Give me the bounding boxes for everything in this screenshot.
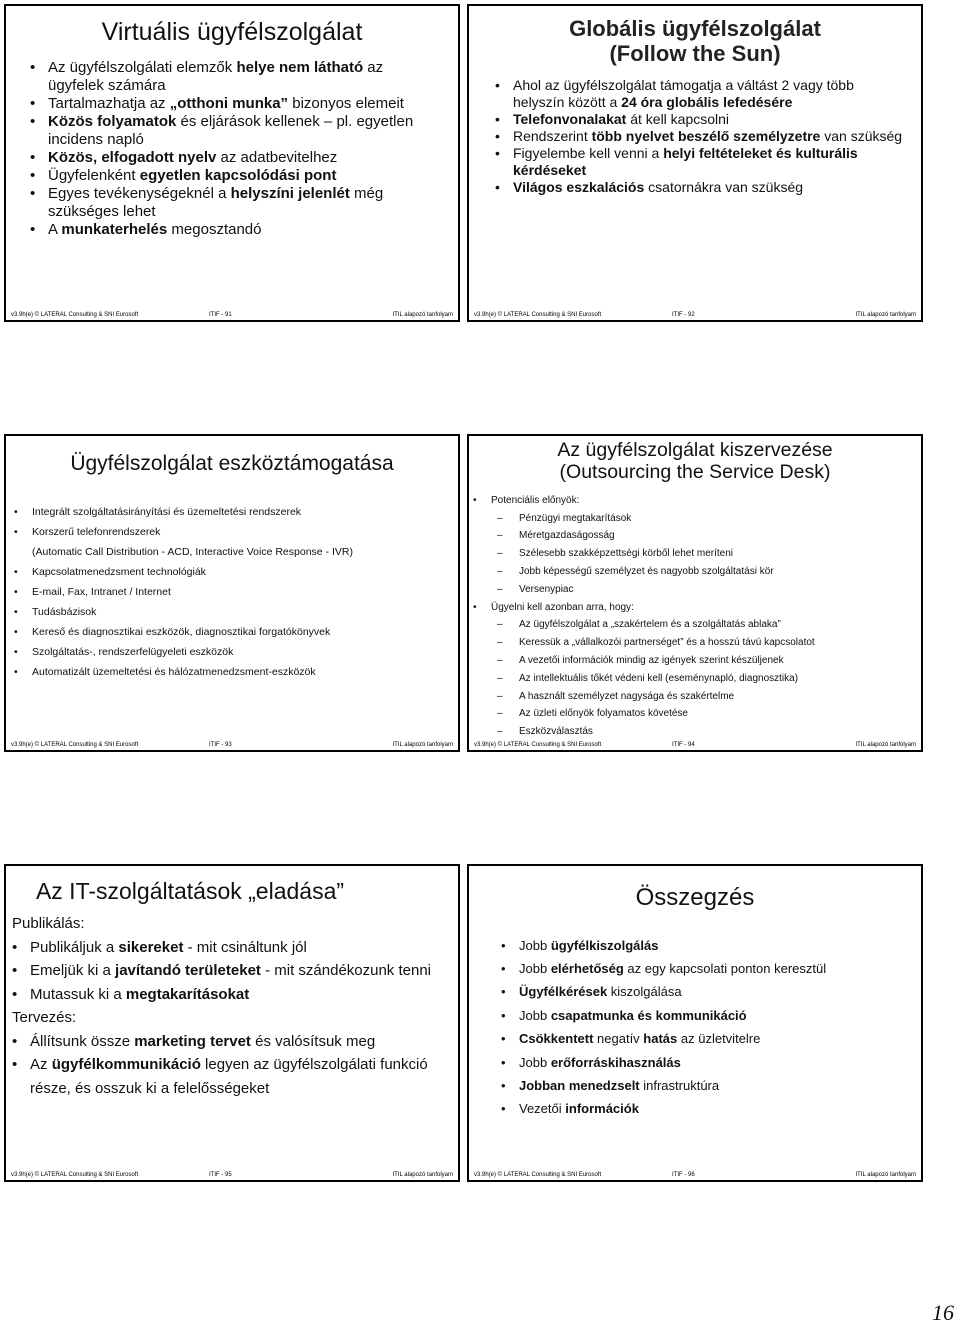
sub-bullet-item — [473, 545, 913, 563]
bullet-icon: • — [501, 1031, 506, 1047]
dash-icon: – — [497, 655, 503, 667]
bullet-icon: • — [495, 127, 500, 144]
footer-slide-id: ITIF - 92 — [672, 312, 695, 318]
bullet-text: Publikálás: — [12, 915, 85, 933]
footer-copyright: v3.9h(e) © LATERAL Consulting & SNI Eurosoft — [474, 1172, 602, 1178]
bullet-text: Ahol az ügyfélszolgálat támogatja a váltást 2 vagy több helyszín között a 24 óra globális lefedésére — [513, 76, 854, 110]
sub-bullet-item — [473, 652, 913, 670]
bullet-text: Ügyfelenként egyetlen kapcsolódási pont — [48, 166, 337, 184]
bullet-text: Keressük a „vállalkozói partnerséget” és a hosszú távú kapcsolatot — [519, 637, 815, 649]
footer-course: ITIL alapozó tanfolyam — [855, 1172, 916, 1178]
bullet-text: Jobb elérhetőség az egy kapcsolati ponton keresztül — [519, 961, 827, 976]
slide-footer — [474, 740, 916, 748]
bullet-item — [30, 221, 434, 239]
sub-bullet-item — [473, 634, 913, 652]
bullet-text: A vezetői információk mindig az igények szerint készüljenek — [519, 655, 784, 667]
sub-bullet-item — [473, 527, 913, 545]
dash-icon: – — [497, 583, 503, 595]
sub-bullet-item — [473, 670, 913, 688]
footer-copyright: v3.9h(e) © LATERAL Consulting & SNI Eurosoft — [11, 1172, 139, 1178]
bullet-icon: • — [495, 144, 500, 161]
bullet-icon: • — [12, 1032, 18, 1050]
bullet-text: Jobb képességű személyzet és nagyobb szolgáltatási kör — [519, 566, 774, 578]
dash-icon: – — [497, 708, 503, 720]
bullet-item — [14, 662, 446, 682]
bullet-item — [495, 179, 903, 196]
slide-title-line: Virtuális ügyfélszolgálat — [101, 18, 363, 46]
slide-title — [6, 878, 458, 904]
bullet-item — [501, 1004, 909, 1027]
bullet-text: Tartalmazhatja az „otthoni munka” bizonyos elemeit — [48, 94, 404, 112]
bullet-item — [30, 149, 434, 167]
bullet-text: Jobb erőforráskihasználás — [519, 1054, 681, 1070]
bullet-item — [495, 111, 903, 128]
bullet-text: Kereső és diagnosztikai eszközök, diagnosztikai forgatókönyvek — [32, 626, 331, 639]
footer-copyright: v3.9h(e) © LATERAL Consulting & SNI Eurosoft — [474, 742, 602, 748]
bullet-item — [495, 145, 903, 179]
footer-course: ITIL alapozó tanfolyam — [392, 1172, 453, 1178]
bullet-item — [495, 128, 903, 145]
footer-course: ITIL alapozó tanfolyam — [392, 312, 453, 318]
slide-title-line: (Follow the Sun) — [609, 41, 781, 67]
footer-copyright: v3.9h(e) © LATERAL Consulting & SNI Eurosoft — [11, 312, 139, 318]
dash-icon: – — [497, 512, 503, 524]
dash-icon: – — [497, 619, 503, 631]
slide-title — [469, 884, 921, 912]
sub-bullet-item — [473, 688, 913, 706]
slide-footer — [11, 740, 453, 748]
sub-bullet-item — [473, 723, 913, 741]
bullet-icon: • — [501, 961, 506, 976]
bullet-text: Ügyelni kell azonban arra, hogy: — [491, 601, 634, 613]
bullet-item — [501, 980, 909, 1003]
bullet-text: Rendszerint több nyelvet beszélő személyzetre van szükség — [513, 127, 903, 144]
footer-slide-id: ITIF - 91 — [209, 312, 232, 318]
bullet-icon: • — [30, 112, 36, 130]
bullet-icon: • — [30, 58, 36, 76]
bullet-item — [30, 95, 434, 113]
bullet-text: Tervezés: — [12, 1009, 77, 1027]
bullet-icon: • — [14, 506, 18, 519]
bullet-icon: • — [495, 178, 500, 195]
bullet-text: Potenciális előnyök: — [491, 494, 580, 506]
bullet-icon: • — [14, 586, 18, 599]
bullet-icon: • — [14, 666, 18, 679]
bullet-text: Méretgazdaságosság — [519, 530, 615, 542]
bullet-text: Világos eszkalációs csatornákra van szükség — [513, 178, 804, 195]
bullet-icon: • — [14, 626, 18, 639]
bullet-item — [12, 1053, 446, 1100]
bullet-list — [12, 912, 446, 1100]
bullet-icon: • — [501, 1101, 506, 1117]
bullet-text: Közös folyamatok és eljárások kellenek – pl. egyetlen incidens napló — [48, 112, 414, 148]
footer-copyright: v3.9h(e) © LATERAL Consulting & SNI Eurosoft — [11, 742, 139, 748]
bullet-text: Jobb csapatmunka és kommunikáció — [519, 1007, 747, 1023]
footer-copyright: v3.9h(e) © LATERAL Consulting & SNI Eurosoft — [474, 312, 602, 318]
bullet-text: Az ügyfélkommunikáció legyen az ügyfélszolgálati funkció része, és osszuk ki a felelősségeket — [30, 1056, 428, 1097]
bullet-icon: • — [501, 1054, 506, 1070]
bullet-text: Publikáljuk a sikereket - mit csináltunk jól — [30, 938, 307, 956]
bullet-text: Az ügyfélszolgálat a „szakértelem és a szolgáltatás ablaka” — [519, 619, 781, 631]
bullet-list — [473, 492, 913, 741]
bullet-text: Az ügyfélszolgálati elemzők helye nem látható az ügyfelek számára — [48, 58, 384, 94]
bullet-icon: • — [501, 1078, 506, 1094]
bullet-text: Az intellektuális tőkét védeni kell (eseménynapló, diagnosztika) — [519, 672, 799, 684]
sub-bullet-item — [473, 510, 913, 528]
footer-course: ITIL alapozó tanfolyam — [392, 742, 453, 748]
slide-title-line: Az IT-szolgáltatások „eladása” — [35, 878, 345, 904]
bullet-item — [14, 562, 446, 582]
slide-footer — [474, 1170, 916, 1178]
bullet-text: Mutassuk ki a megtakarításokat — [30, 985, 250, 1003]
slide-title-line: Összegzés — [635, 884, 755, 911]
bullet-text: Integrált szolgáltatásirányítási és üzemeltetési rendszerek — [32, 506, 302, 519]
bullet-item — [473, 492, 913, 510]
bullet-text: Korszerű telefonrendszerek (Automatic Call Distribution - ACD, Interactive Voice Response - IVR) — [32, 526, 353, 559]
bullet-icon: • — [14, 566, 18, 579]
slide-title — [469, 16, 921, 67]
slide-95 — [4, 864, 460, 1182]
bullet-icon: • — [501, 937, 506, 953]
slide-title-line: Ügyfélszolgálat eszköztámogatása — [70, 452, 394, 475]
dash-icon: – — [497, 637, 503, 649]
slide-91 — [4, 4, 460, 322]
bullet-list — [495, 77, 903, 196]
sub-bullet-item — [473, 705, 913, 723]
slide-title-line: Az ügyfélszolgálat kiszervezése — [557, 439, 833, 461]
bullet-icon: • — [30, 166, 36, 184]
bullet-icon: • — [30, 220, 36, 238]
bullet-text: Állítsunk össze marketing tervet és valósítsuk meg — [30, 1032, 376, 1050]
bullet-text: Csökkentett negatív hatás az üzletvitelre — [519, 1031, 761, 1047]
bullet-text: Eszközválasztás — [519, 726, 593, 738]
bullet-text: Kapcsolatmenedzsment technológiák — [32, 566, 206, 579]
dash-icon: – — [497, 548, 503, 560]
bullet-list — [14, 502, 446, 682]
bullet-text: Az üzleti előnyök folyamatos követése — [519, 708, 688, 720]
slide-title-line: (Outsourcing the Service Desk) — [559, 461, 831, 484]
sub-bullet-item — [473, 563, 913, 581]
section-heading — [12, 912, 446, 936]
slide-96 — [467, 864, 923, 1182]
bullet-text: Telefonvonalakat át kell kapcsolni — [513, 110, 730, 127]
bullet-icon: • — [14, 606, 18, 619]
slide-title — [6, 18, 458, 47]
slide-footer — [474, 310, 916, 318]
bullet-item — [12, 1030, 446, 1054]
footer-course: ITIL alapozó tanfolyam — [855, 312, 916, 318]
bullet-text: Figyelembe kell venni a helyi feltételeket és kulturális kérdéseket — [513, 144, 858, 178]
bullet-text: E-mail, Fax, Intranet / Internet — [32, 586, 171, 599]
sub-bullet-item — [473, 616, 913, 634]
bullet-item — [30, 59, 434, 95]
bullet-item — [501, 957, 909, 980]
footer-slide-id: ITIF - 95 — [209, 1172, 232, 1178]
slide-title — [6, 452, 458, 476]
slide-footer — [11, 1170, 453, 1178]
bullet-icon: • — [12, 985, 18, 1003]
bullet-text: A használt személyzet nagysága és szakértelme — [519, 690, 735, 702]
slide-94 — [467, 434, 923, 752]
bullet-item — [14, 622, 446, 642]
footer-slide-id: ITIF - 94 — [672, 742, 695, 748]
bullet-list — [30, 59, 434, 239]
bullet-icon: • — [30, 94, 36, 112]
bullet-text: Emeljük ki a javítandó területeket - mit szándékozunk tenni — [30, 962, 432, 980]
bullet-item — [473, 599, 913, 617]
bullet-text: Szélesebb szakképzettségi körből lehet meríteni — [519, 548, 734, 560]
bullet-item — [30, 185, 434, 221]
slide-title-line: Globális ügyfélszolgálat — [569, 16, 821, 41]
dash-icon: – — [497, 726, 503, 738]
dash-icon: – — [497, 530, 503, 542]
bullet-list — [501, 934, 909, 1121]
dash-icon: – — [497, 566, 503, 578]
bullet-item — [30, 113, 434, 149]
bullet-text: Közös, elfogadott nyelv az adatbevitelhez — [48, 148, 338, 166]
bullet-item — [501, 1027, 909, 1050]
bullet-item — [14, 502, 446, 522]
bullet-text: Vezetői információk — [519, 1101, 639, 1117]
bullet-item — [30, 167, 434, 185]
bullet-icon: • — [30, 148, 36, 166]
bullet-icon: • — [473, 601, 477, 613]
bullet-icon: • — [495, 76, 500, 93]
page-number: 16 — [932, 1300, 954, 1325]
bullet-item — [14, 602, 446, 622]
bullet-item — [14, 582, 446, 602]
bullet-item — [12, 983, 446, 1007]
bullet-text: Tudásbázisok — [32, 606, 97, 619]
slide-footer — [11, 310, 453, 318]
bullet-item — [12, 936, 446, 960]
bullet-icon: • — [501, 1007, 506, 1023]
bullet-text: Automatizált üzemeltetési és hálózatmenedzsment-eszközök — [32, 666, 316, 679]
bullet-icon: • — [501, 984, 506, 1000]
bullet-item — [14, 522, 446, 562]
bullet-item — [12, 959, 446, 983]
bullet-icon: • — [12, 1056, 18, 1074]
bullet-icon: • — [30, 184, 36, 202]
slide-title — [469, 439, 921, 484]
bullet-icon: • — [14, 526, 18, 539]
bullet-text: Jobb ügyfélkiszolgálás — [519, 937, 659, 953]
slide-93 — [4, 434, 460, 752]
bullet-text: A munkaterhelés megosztandó — [48, 220, 262, 238]
slide-92 — [467, 4, 923, 322]
bullet-item — [501, 1074, 909, 1097]
bullet-text: Versenypiac — [519, 583, 574, 595]
section-heading — [12, 1006, 446, 1030]
bullet-text: Szolgáltatás-, rendszerfelügyeleti eszközök — [32, 646, 234, 659]
bullet-icon: • — [14, 646, 18, 659]
bullet-item — [501, 934, 909, 957]
dash-icon: – — [497, 672, 503, 684]
bullet-text: Ügyfélkérések kiszolgálása — [519, 984, 682, 1000]
bullet-item — [495, 77, 903, 111]
bullet-item — [501, 1051, 909, 1074]
footer-slide-id: ITIF - 96 — [672, 1172, 695, 1178]
footer-slide-id: ITIF - 93 — [209, 742, 232, 748]
footer-course: ITIL alapozó tanfolyam — [855, 742, 916, 748]
bullet-icon: • — [12, 962, 18, 980]
sub-bullet-item — [473, 581, 913, 599]
bullet-text: Pénzügyi megtakarítások — [519, 512, 632, 524]
bullet-icon: • — [12, 938, 18, 956]
bullet-text: Jobban menedzselt infrastruktúra — [519, 1078, 720, 1094]
bullet-item — [14, 642, 446, 662]
bullet-text: Egyes tevékenységeknél a helyszíni jelenlét még szükséges lehet — [48, 184, 384, 220]
bullet-icon: • — [473, 494, 477, 506]
dash-icon: – — [497, 690, 503, 702]
bullet-icon: • — [495, 110, 500, 127]
bullet-item — [501, 1097, 909, 1120]
